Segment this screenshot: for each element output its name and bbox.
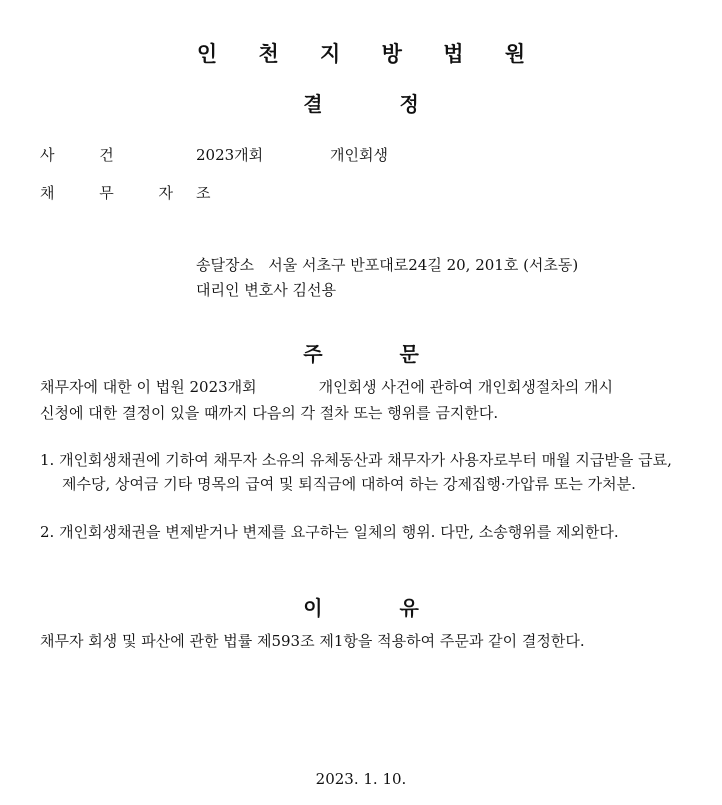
service-address-label: 송달장소 <box>196 256 254 274</box>
order-heading: 주 문 <box>303 342 419 366</box>
order-intro-part-a: 채무자에 대한 이 법원 2023개회 <box>40 378 257 396</box>
legal-agent: 대리인 변호사 김선용 <box>196 281 336 299</box>
order-item-2: 2. 개인회생채권을 변제받거나 변제를 요구하는 일체의 행위. 다만, 소송행위를 제외한다. <box>40 523 619 541</box>
order-intro-part-b: 개인회생 사건에 관하여 개인회생절차의 개시 <box>318 378 614 396</box>
decision-date: 2023. 1. 10. <box>315 770 407 788</box>
debtor-label: 채 무 자 <box>40 184 194 202</box>
service-address: 서울 서초구 반포대로24길 20, 201호 (서초동) <box>268 256 579 274</box>
court-title: 인 천 지 방 법 원 <box>196 42 543 66</box>
case-label: 사 건 <box>40 146 134 164</box>
document-type-heading: 결 정 <box>303 92 419 116</box>
reason-text: 채무자 회생 및 파산에 관한 법률 제593조 제1항을 적용하여 주문과 같이 결정한다. <box>40 632 585 650</box>
service-address-line <box>196 254 578 275</box>
debtor-name: 조 <box>196 184 211 202</box>
reason-heading: 이 유 <box>303 596 419 620</box>
order-item-1: 1. 개인회생채권에 기하여 채무자 소유의 유체동산과 채무자가 사용자로부터 매월 지급받을 급료, 제수당, 상여금 기타 명목의 급여 및 퇴직금에 대하여 하는 강제집행·가압류 또는 가처분. <box>40 451 672 493</box>
order-intro-line-2: 신청에 대한 결정이 있을 때까지 다음의 각 절차 또는 행위를 금지한다. <box>40 404 499 422</box>
case-type: 개인회생 <box>330 146 388 164</box>
order-intro-line-1 <box>40 376 613 397</box>
case-number: 2023개회 <box>196 146 264 164</box>
